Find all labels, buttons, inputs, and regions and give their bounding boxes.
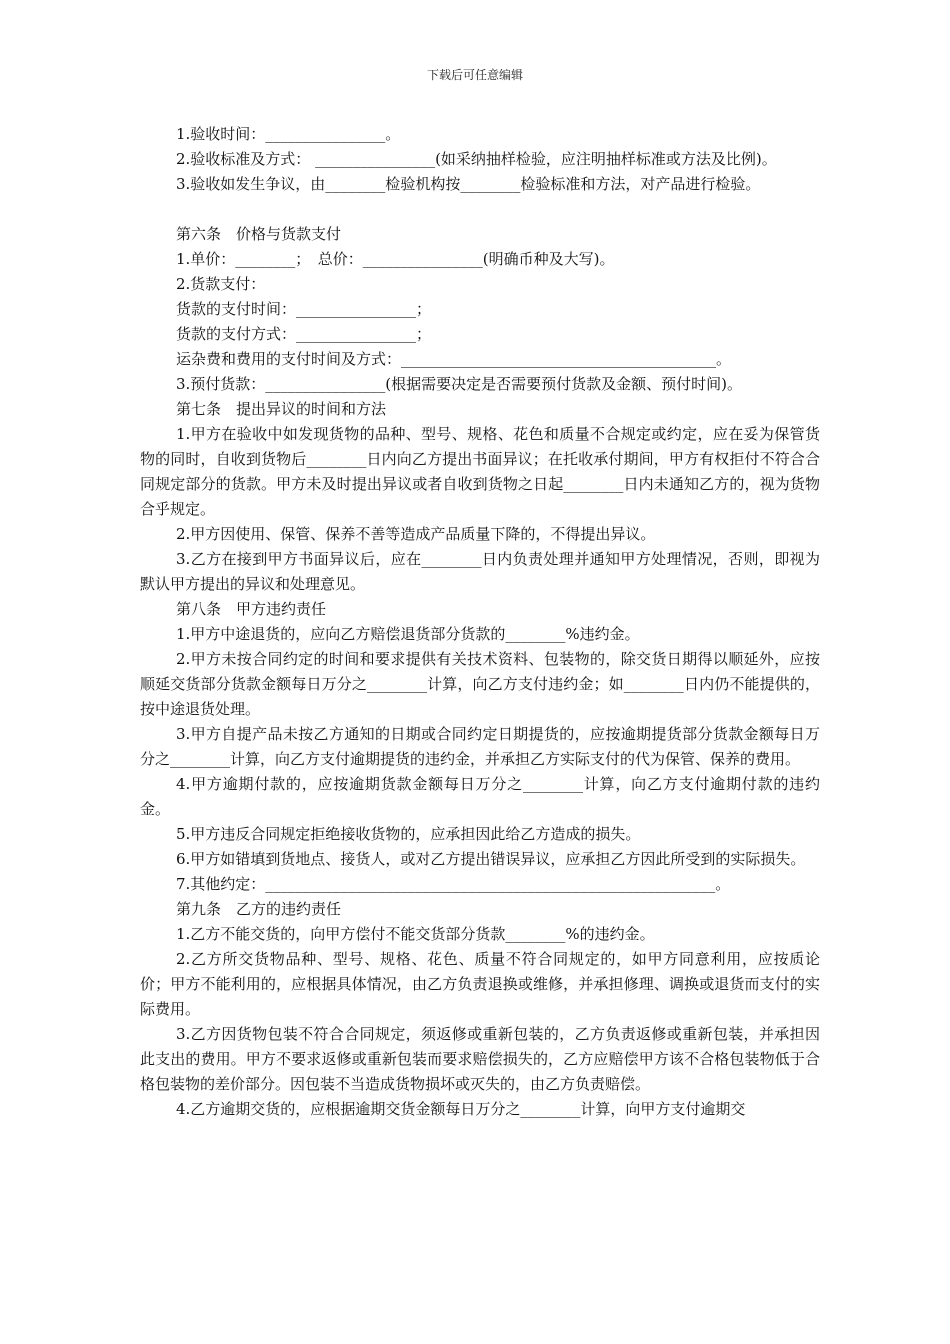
clause-paragraph: 1.单价：________； 总价：________________(明确币种及大写)。 <box>176 250 615 268</box>
clause-paragraph: 运杂费和费用的支付时间及方式：__________________________________________。 <box>176 350 732 368</box>
clause-paragraph: 3.甲方自提产品未按乙方通知的日期或合同约定日期提货的，应按逾期提货部分货款金额每日万分之________计算，向乙方支付逾期提货的违约金，并承担乙方实际支付的代为保管、保养的费用。 <box>140 725 820 768</box>
section-heading: 第九条 乙方的违约责任 <box>176 900 342 918</box>
clause-paragraph: 2.甲方因使用、保管、保养不善等造成产品质量下降的，不得提出异议。 <box>176 525 656 543</box>
clause-paragraph: 1.乙方不能交货的，向甲方偿付不能交货部分货款________%的违约金。 <box>176 925 655 943</box>
section-heading: 第八条 甲方违约责任 <box>176 600 327 618</box>
clause-paragraph: 3.预付货款：________________(根据需要决定是否需要预付货款及金额、预付时间)。 <box>176 375 743 393</box>
clause-paragraph: 3.乙方因货物包装不符合合同规定，须返修或重新包装的，乙方负责返修或重新包装，并承担因此支出的费用。甲方不要求返修或重新包装而要求赔偿损失的，乙方应赔偿甲方该不合格包装物低于合格包装物的差价部分。因包装不当造成货物损坏或灭失的，由乙方负责赔偿。 <box>140 1025 820 1093</box>
clause-paragraph: 2.甲方未按合同约定的时间和要求提供有关技术资料、包装物的，除交货日期得以顺延外，应按顺延交货部分货款金额每日万分之________计算，向乙方支付违约金；如________日内仍不能提供的，按中途退货处理。 <box>140 650 820 718</box>
paragraph-spacer <box>140 197 820 222</box>
clause-paragraph: 2.验收标准及方式： ________________(如采纳抽样检验，应注明抽样标准或方法及比例)。 <box>176 150 777 168</box>
clause-paragraph: 3.乙方在接到甲方书面异议后，应在________日内负责处理并通知甲方处理情况，否则，即视为默认甲方提出的异议和处理意见。 <box>140 550 820 593</box>
clause-paragraph: 1.验收时间：________________。 <box>176 125 401 143</box>
clause-paragraph: 3.验收如发生争议，由________检验机构按________检验标准和方法，对产品进行检验。 <box>176 175 761 193</box>
clause-paragraph: 4.甲方逾期付款的，应按逾期货款金额每日万分之________计算，向乙方支付逾期付款的违约金。 <box>140 775 820 818</box>
clause-paragraph: 4.乙方逾期交货的，应根据逾期交货金额每日万分之________计算，向甲方支付逾期交 <box>176 1100 746 1118</box>
section-heading: 第七条 提出异议的时间和方法 <box>176 400 387 418</box>
clause-paragraph: 7.其他约定：____________________________________________________________。 <box>176 875 731 893</box>
clause-paragraph: 1.甲方在验收中如发现货物的品种、型号、规格、花色和质量不合规定或约定，应在妥为保管货物的同时，自收到货物后________日内向乙方提出书面异议；在托收承付期间，甲方有权拒付不符合合同规定部分的货款。甲方未及时提出异议或者自收到货物之日起________日内未通知乙方的，视为货物合乎规定。 <box>140 425 820 518</box>
clause-paragraph: 货款的支付方式：________________； <box>176 325 432 343</box>
page-header: 下载后可任意编辑 <box>426 68 523 82</box>
clause-paragraph: 2.乙方所交货物品种、型号、规格、花色、质量不符合同规定的，如甲方同意利用，应按质论价；甲方不能利用的，应根据具体情况，由乙方负责退换或维修，并承担修理、调换或退货而支付的实际费用。 <box>140 950 820 1018</box>
contract-body <box>140 122 820 1122</box>
section-heading: 第六条 价格与货款支付 <box>176 225 342 243</box>
clause-paragraph: 货款的支付时间：________________； <box>176 300 432 318</box>
clause-paragraph: 6.甲方如错填到货地点、接货人，或对乙方提出错误异议，应承担乙方因此所受到的实际损失。 <box>176 850 806 868</box>
clause-paragraph: 2.货款支付： <box>176 275 266 293</box>
clause-paragraph: 1.甲方中途退货的，应向乙方赔偿退货部分货款的________%违约金。 <box>176 625 640 643</box>
clause-paragraph: 5.甲方违反合同规定拒绝接收货物的，应承担因此给乙方造成的损失。 <box>176 825 641 843</box>
